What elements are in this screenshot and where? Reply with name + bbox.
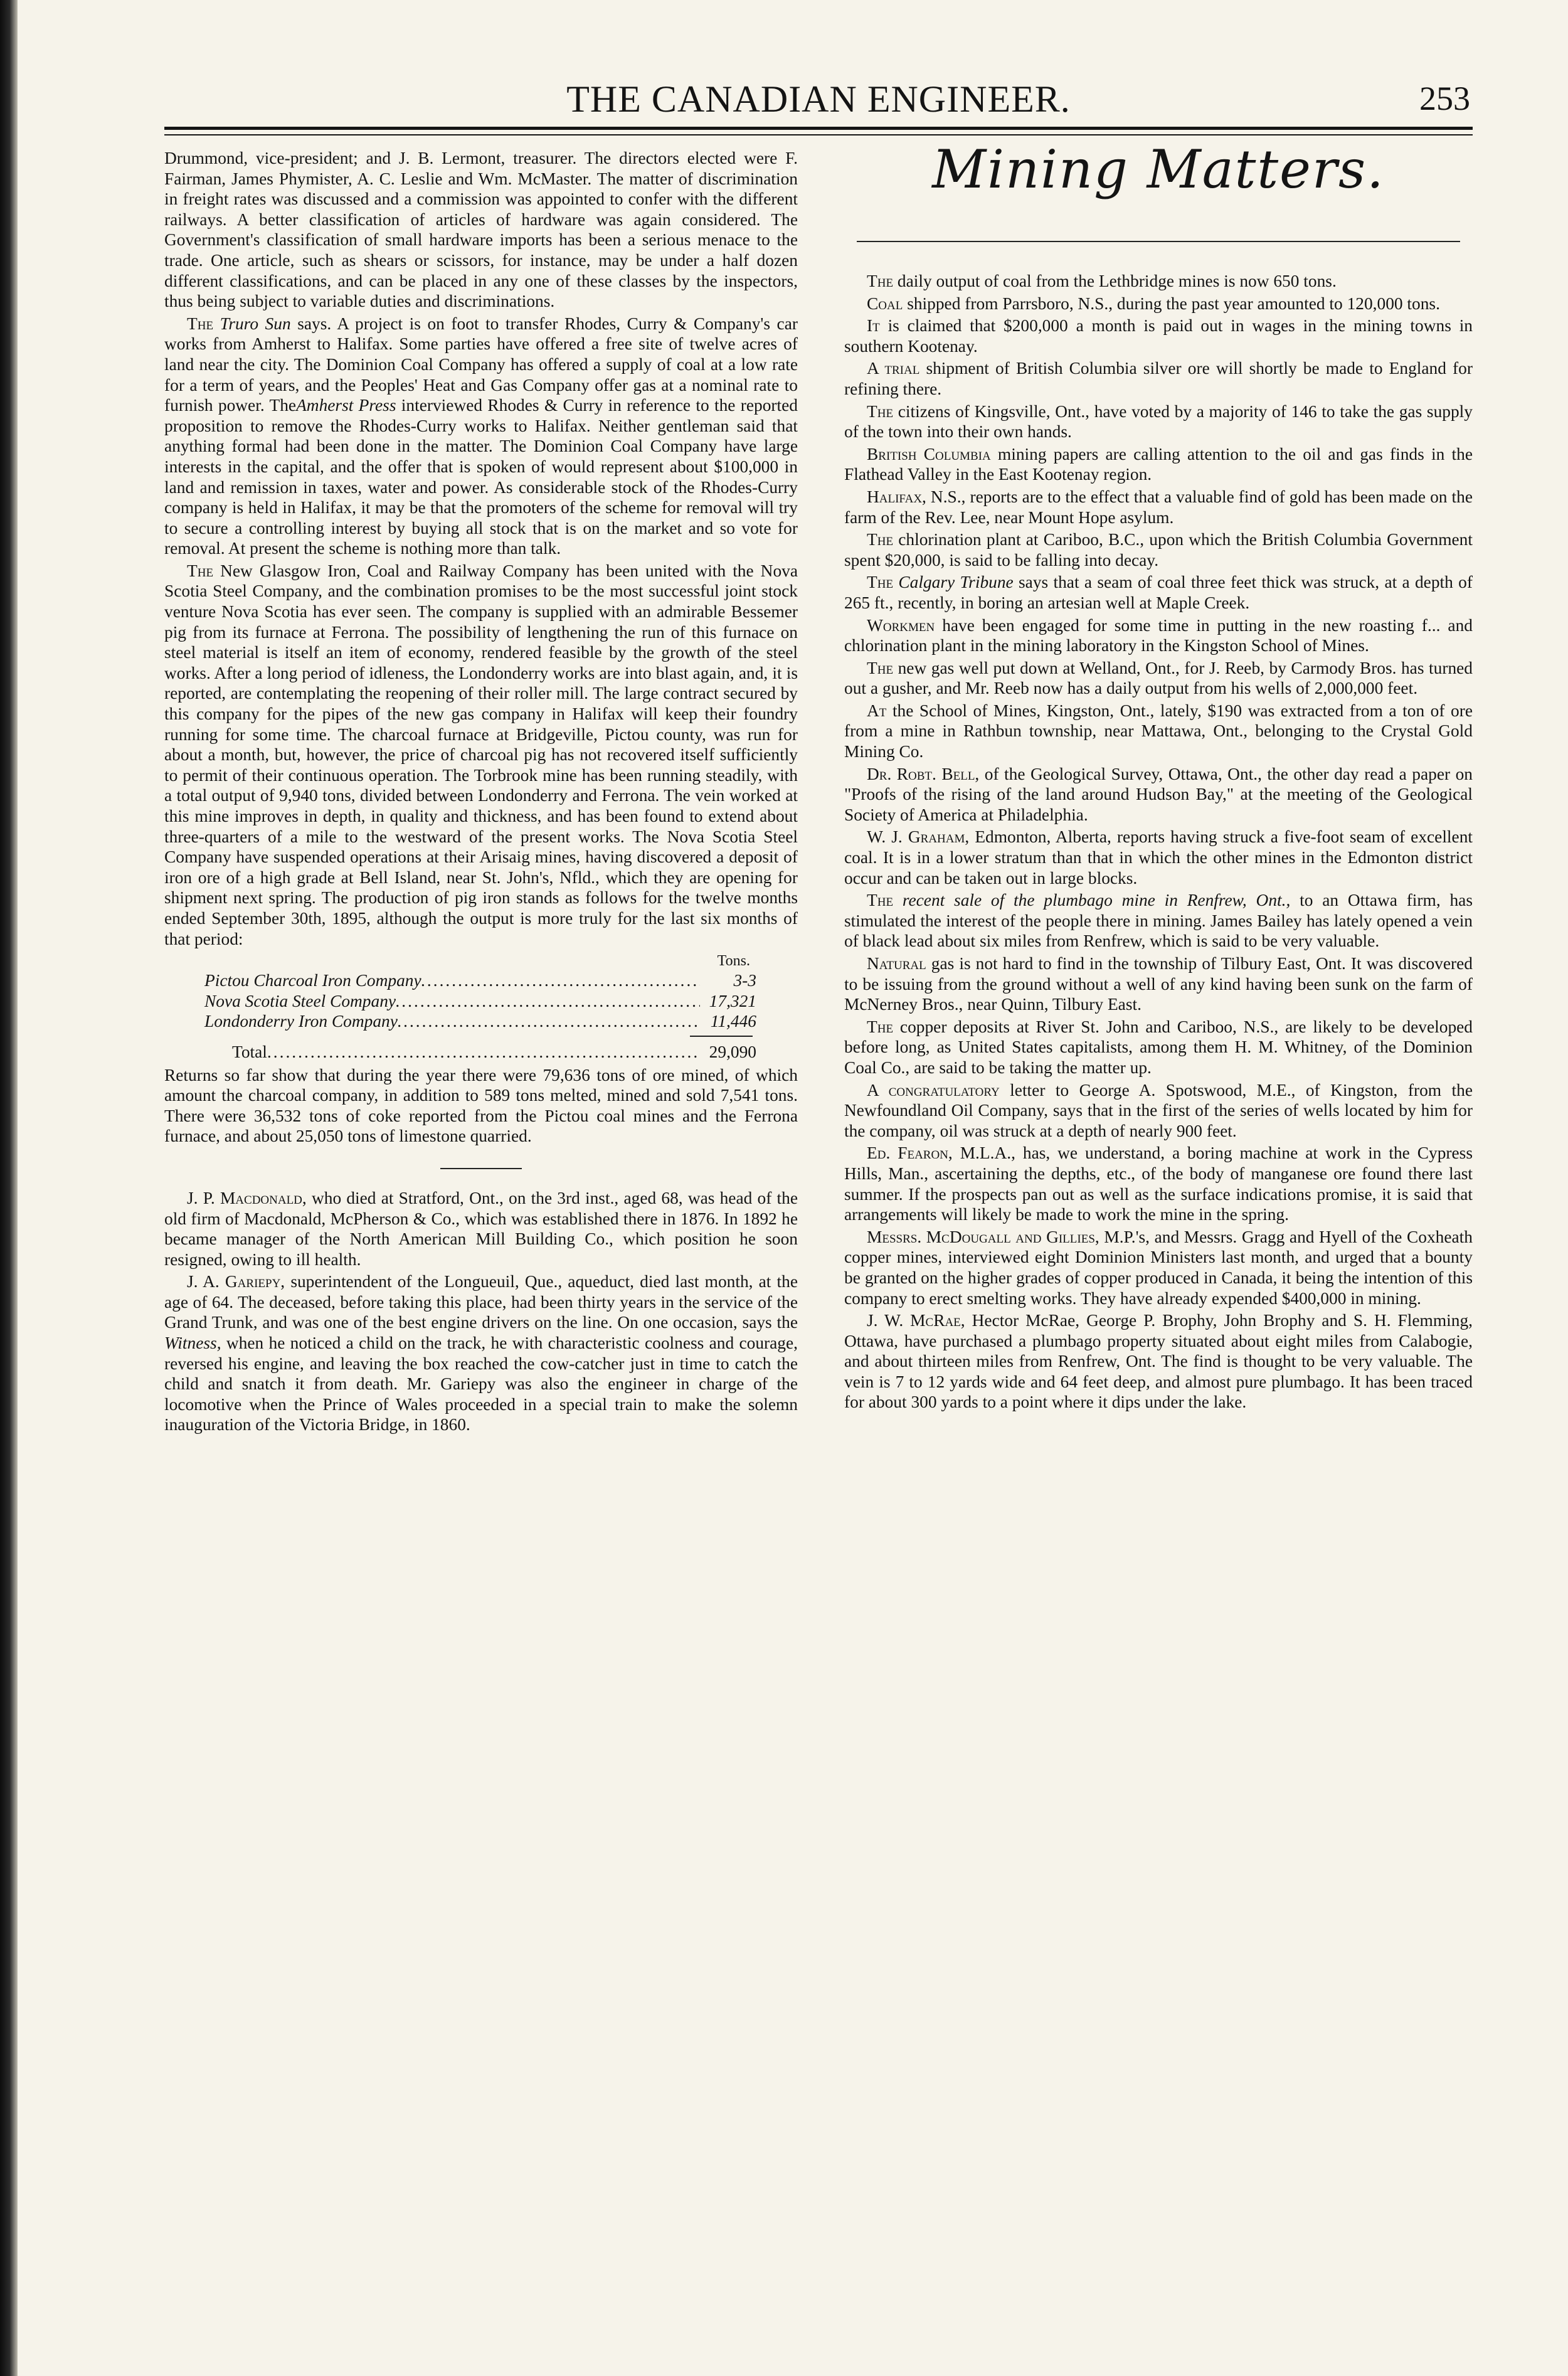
mining-item [844,401,1473,442]
page-header [164,69,1473,125]
item-text: M.P.'s, and Messrs. Gragg and Hyell of the Coxheath copper mines, interviewed eight Dominion Ministers last month, and urged that a bounty be granted on the higher grades of copper produced in Canada, it being the intention of this company to erect smelting works. They have already expended $400,000 in mining. [844,1227,1473,1308]
item-text: the School of Mines, Kingston, Ont., lately, $190 was extracted from a ton of ore from a mine in Rathbun township, near Mattawa, Ont., belonging to the Crystal Gold Mining Co. [844,701,1473,761]
person-name: J. P. Macdonald, [187,1188,307,1207]
lead-word: The [187,314,214,333]
item-text: letter to George A. Spotswood, M.E., of Kingston, from the Newfoundland Oil Company, says that in the first of the series of wells located by him for the company, oil was struck at a depth of nearly 900 feet. [844,1080,1473,1140]
paragraph-text: when he noticed a child on the track, he with characteristic coolness and courage, reversed his engine, and leaving the box reached the cow-catcher just in time to catch the child and snatch it from death. Mr. Gariepy was also the engineer in charge of the locomotive when the Prince of Wales proceeded in a special train to make the solemn inauguration of the Victoria Bridge, in 1860. [164,1334,798,1435]
item-text: to an Ottawa firm, has stimulated the interest of the people there in mining. James Bailey has lately opened a vein of black lead about six miles from Renfrew, which is said to be very valuable. [844,891,1473,951]
paragraph-text: New Glasgow Iron, Coal and Railway Company has been united with the Nova Scotia Steel Company, and the combination promises to be the most successful joint stock venture Nova Scotia has ever seen. The company is supplied with an admirable Bessemer pig from its furnace at Ferrona. The possibility of lengthening the run of this furnace on steel material is itself an item of economy, rendered feasible by the growth of the steel works. After a long period of idleness, the Londonderry works are into blast again, and, it is reported, are contemplating the reopening of their roller mill. The large contract secured by this company for the pipes of the new gas company in Halifax will keep their foundry running for some time. The charcoal furnace at Bridgeville, Pictou county, was run for about a month, but, however, the price of charcoal pig has not recovered itself sufficiently to permit of their continuous operation. The Torbrook mine has been running steadily, with a total output of 9,940 tons, divided between Londonderry and Ferrona. The vein worked at this mine improves in depth, in quality and thickness, and has been found to extend about three-quarters of a mile to the westward of the present works. The Nova Scotia Steel Company have suspended operations at their Arisaig mines, having discovered a deposit of iron ore of a high grade at Bell Island, near St. John's, Nfld., which they are opening for shipment next spring. The production of pig iron stands as follows for the twelve months ended September 30th, 1895, although the output is more truly for the last six months of that period: [164,561,798,948]
article-paragraph: Drummond, vice-president; and J. B. Lermont, treasurer. The directors elected were F. Fairman, James Phymister, A. C. Leslie and Wm. McMaster. The matter of discrimination in freight rates was discussed and a commission was appointed to confer with the different railways. A better classification of articles of hardware was again considered. The Government's classification of small hardware imports has been a serious menace to the trade. One article, such as shears or scissors, for instance, may be under a half dozen different classifications, and can be placed in any one of these classes by the inspectors, thus being subject to variable duties and discriminations. [164,149,798,311]
row-value: 17,321 [709,991,756,1010]
row-value: 11,446 [710,1012,756,1031]
mining-item [844,658,1473,699]
newspaper-name: Amherst Press [296,396,396,415]
item-lead: W. J. Graham, [867,827,970,847]
row-name: Londonderry Iron Company [204,1012,398,1031]
scan-edge [0,0,18,2376]
header-rule-thin [164,134,1473,135]
mining-item [844,1143,1473,1224]
row-name: Pictou Charcoal Iron Company [204,971,421,990]
mining-item [844,271,1473,292]
item-italic: Calgary Tribune [898,573,1014,592]
header-rule [164,127,1473,130]
item-lead: Messrs. McDougall and Gillies, [867,1227,1099,1246]
item-lead: At [867,701,887,720]
newspaper-name: Truro Sun [220,314,291,333]
table-row [204,1011,756,1032]
person-name: J. A. Gariepy, [187,1272,285,1291]
newspaper-name: Witness, [164,1334,221,1353]
leader-dots [396,991,700,1012]
row-value: 3-3 [733,971,756,990]
section-heading-block [844,139,1473,261]
mining-item [844,572,1473,613]
item-text: copper deposits at River St. John and Cariboo, N.S., are likely to be developed before long, as United States capitalists, among them H. M. Whitney, of the Dominion Coal Co., are said to be taking the matter up. [844,1017,1473,1077]
masthead-title: THE CANADIAN ENGINEER. [566,78,1071,120]
mining-item [844,1310,1473,1413]
item-lead: A trial [867,359,920,378]
item-lead: The [867,1017,894,1036]
item-text: shipment of British Columbia silver ore will shortly be made to England for refining there. [844,359,1473,398]
pig-iron-table [204,952,756,1062]
mining-item [844,1080,1473,1142]
table-row [204,991,756,1012]
item-text: of the Geological Survey, Ottawa, Ont., the other day read a paper on "Proofs of the rising of the land around Hudson Bay," at the meeting of the Geological Society of America at Philadelphia. [844,764,1473,824]
article-paragraph [164,314,798,559]
lead-word: The [187,561,214,580]
item-text: Edmonton, Alberta, reports having struck a five-foot seam of excellent coal. It is in a lower stratum than that in which the other mines in the Edmonton district occur and can be taken out in large blocks. [844,827,1473,888]
item-lead: Halifax, [867,487,926,506]
item-lead: Dr. Robt. Bell, [867,764,980,783]
item-text: daily output of coal from the Lethbridge mines is now 650 tons. [897,272,1337,290]
section-divider [440,1168,522,1169]
item-lead: J. W. McRae, [867,1311,965,1330]
mining-item [844,701,1473,762]
item-text: new gas well put down at Welland, Ont., for J. Reeb, by Carmody Bros. has turned out a gusher, and Mr. Reeb now has a daily output from his wells of 2,000,000 feet. [844,658,1473,698]
item-lead: The [867,573,894,592]
table-row [204,970,756,991]
item-text: citizens of Kingsville, Ont., have voted by a majority of 146 to take the gas supply of the town into their own hands. [844,401,1473,442]
item-lead: The [867,530,894,549]
item-lead: Ed. Fearon, [867,1143,953,1163]
obituary-paragraph [164,1271,798,1435]
item-lead: Workmen [867,615,935,635]
item-lead: Coal [867,294,903,313]
mining-item [844,764,1473,825]
right-column [844,139,1473,1413]
page-number: 253 [1419,80,1470,117]
item-text: M.L.A., has, we understand, a boring machine at work in the Cypress Hills, Man., ascertaining the depths, etc., of the body of manganese ore found there last summer. If the prospects pan out as well as the surface indications promise, it is said that arrangements will likely be made to work the mine in the spring. [844,1143,1473,1224]
item-lead: It [867,316,880,336]
mining-item [844,487,1473,528]
mining-item [844,444,1473,485]
item-lead: British Columbia [867,444,991,464]
item-text: Hector McRae, George P. Brophy, John Brophy and S. H. Flemming, Ottawa, have purchased a plumbago property situated about eight miles from Calabogie, and about thirteen miles from Renfrew, Ont. The find is thought to be very valuable. The vein is 7 to 12 yards wide and 64 feet deep, and almost pure plumbago. It has been traced for about 300 yards to a point where it dips under the lake. [844,1311,1473,1412]
article-paragraph: Returns so far show that during the year there were 79,636 tons of ore mined, of which amount the charcoal company, in addition to 589 tons melted, mined and sold 7,541 tons. There were 36,532 tons of coke reported from the Pictou coal mines and the Ferrona furnace, and about 25,050 tons of limestone quarried. [164,1065,798,1146]
item-text: chlorination plant at Cariboo, B.C., upon which the British Columbia Government spent $20,000, is said to be falling into decay. [844,530,1473,570]
leader-dots [398,1011,700,1032]
item-text: says that a seam of coal three feet thick was struck, at a depth of 265 ft., recently, in boring an artesian well at Maple Creek. [844,573,1473,612]
item-text: have been engaged for some time in putting in the new roasting f... and chlorination plant in the mining laboratory in the Kingston School of Mines. [844,615,1473,655]
total-value: 29,090 [709,1042,756,1061]
paragraph-text: says. A project is on foot to transfer Rhodes, Curry & Company's car works from Amherst to Halifax. Some parties have offered a free site of twelve acres of land near the city. The Dominion Coal Company has offered a supply of coal at a low rate for a term of years, and the Peoples' Heat and Gas Company offer gas at a nominal rate to furnish power. The [164,314,798,415]
paragraph-text: who died at Stratford, Ont., on the 3rd inst., aged 68, was head of the old firm of Macdonald, McPherson & Co., which was established there in 1876. In 1892 he became manager of the North American Mill Building Co., which position he soon resigned, owing to ill health. [164,1188,798,1269]
mining-item [844,615,1473,656]
row-name: Nova Scotia Steel Company [204,991,396,1010]
mining-item [844,358,1473,399]
mining-item [844,294,1473,314]
item-lead: The [867,658,894,677]
mining-items-list [844,271,1473,1413]
item-text: gas is not hard to find in the township of Tilbury East, Ont. It was discovered to be issuing from the ground without a well of any kind having been sunk on the farm of McNerney Bros., near Quinn, Tilbury East. [844,954,1473,1014]
paragraph-text: superintendent of the Longueuil, Que., aqueduct, died last month, at the age of 64. The deceased, before taking this place, had been thirty years in the service of the Grand Trunk, and was one of the best engine drivers on the line. On one occasion, says the [164,1272,798,1332]
section-rule [857,241,1460,242]
mining-item [844,953,1473,1015]
left-column [164,148,798,1435]
obituary-paragraph [164,1188,798,1270]
item-text: shipped from Parrsboro, N.S., during the past year amounted to 120,000 tons. [907,294,1440,313]
item-lead: The [867,401,894,421]
item-italic: recent sale of the plumbago mine in Renfrew, Ont., [902,891,1291,910]
mining-item [844,1227,1473,1308]
item-lead: A congratulatory [867,1080,1000,1100]
mining-item [844,316,1473,356]
table-total-row [204,1042,756,1063]
mining-item [844,1017,1473,1078]
item-lead: Natural [867,954,926,973]
mining-item [844,827,1473,888]
item-text: N.S., reports are to the effect that a valuable find of gold has been made on the farm of the Rev. Lee, near Mount Hope asylum. [844,487,1473,527]
article-paragraph [164,561,798,949]
item-lead: The [867,891,894,910]
leader-dots [421,970,700,991]
mining-item [844,529,1473,570]
paragraph-text: interviewed Rhodes & Curry in reference to the reported proposition to remove the Rhodes-Curry works to Halifax. Neither gentleman said that anything formal had been done in the matter. The Dominion Coal Company have large interests in the capital, and the offer that is spoken of would represent about $100,000 in land and remission in taxes, water and power. As considerable stock of the Rhodes-Curry company is held in Halifax, it may be that the promoters of the scheme for removal will try to secure a controlling interest by buying all stock that is on the market and so vote for removal. At present the scheme is nothing more than talk. [164,396,798,558]
item-text: is claimed that $200,000 a month is paid out in wages in the mining towns in southern Kootenay. [844,316,1473,356]
leader-dots [267,1042,700,1063]
item-lead: The [867,272,894,290]
mining-item [844,890,1473,952]
total-label: Total [232,1042,267,1061]
table-unit: Tons. [717,953,750,970]
item-text: mining papers are calling attention to the oil and gas finds in the Flathead Valley in the East Kootenay region. [844,444,1473,484]
section-title: Mining Matters. [932,139,1385,200]
